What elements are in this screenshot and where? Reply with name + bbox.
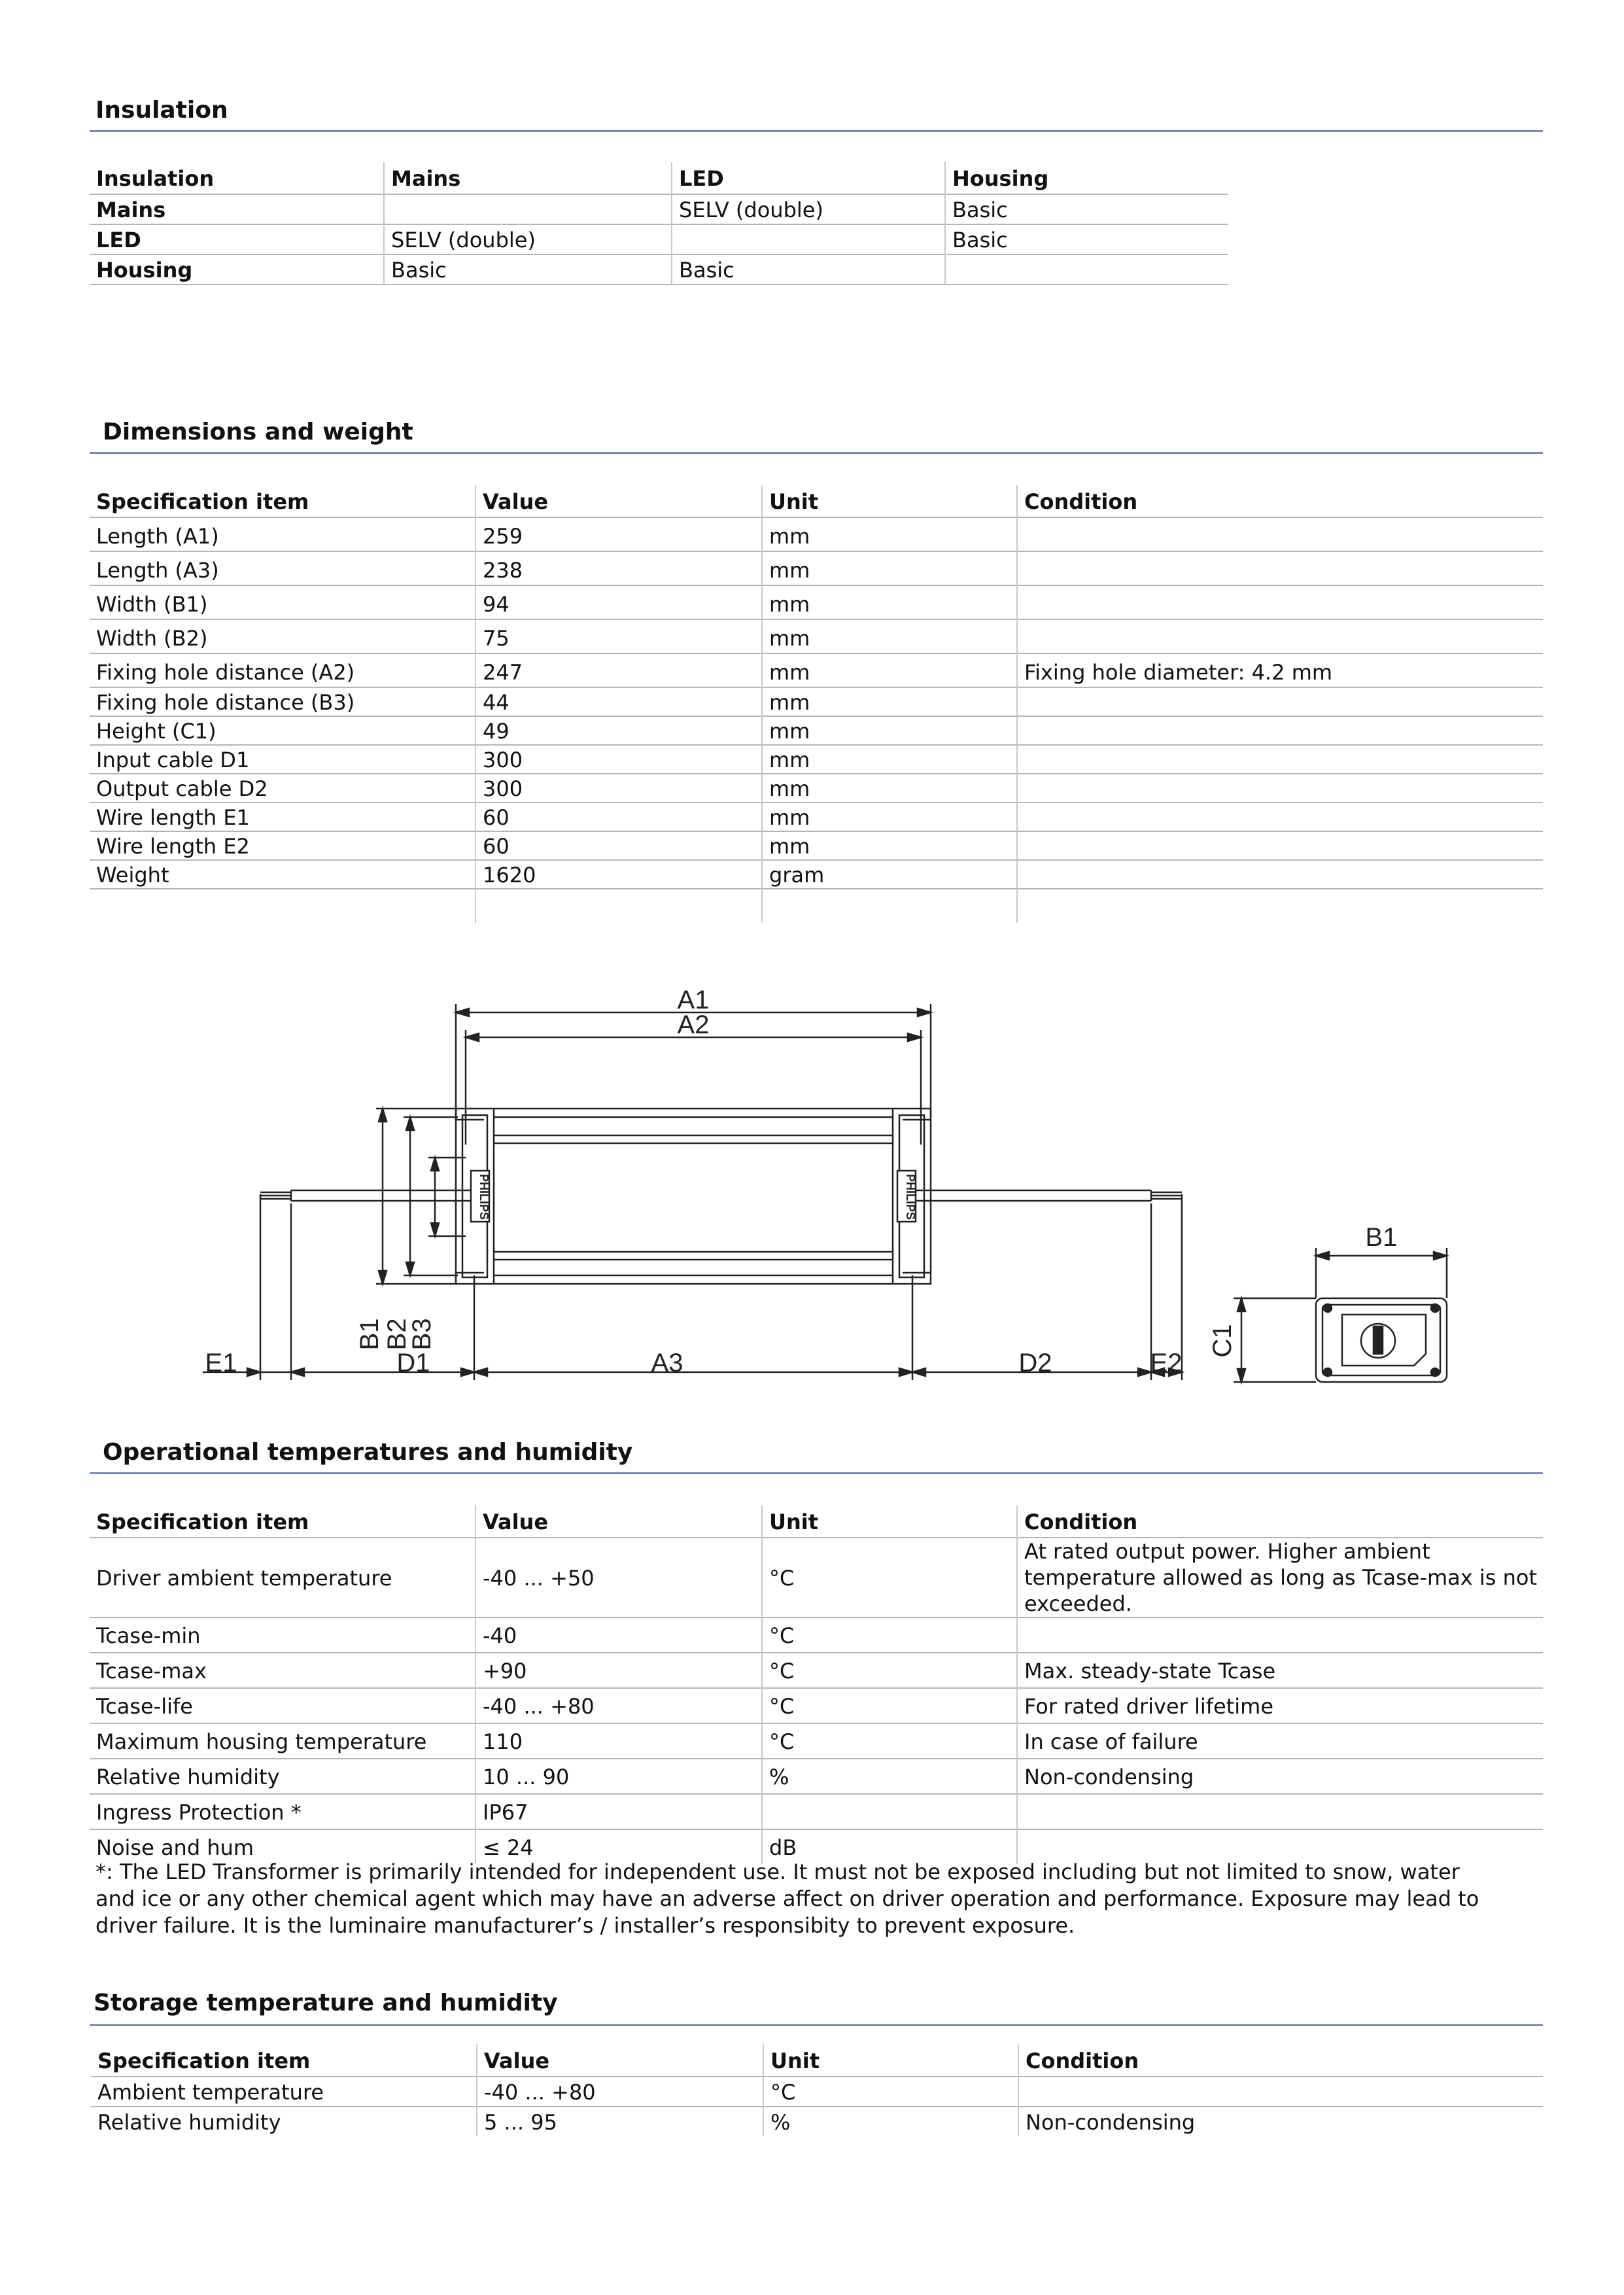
table-cell: mm (762, 716, 1017, 745)
header-cell: Condition (1017, 1506, 1543, 1538)
table-cell: mm (762, 774, 1017, 802)
table-cell: SELV (double) (672, 194, 945, 224)
table-cell: Fixing hole distance (A2) (96, 660, 355, 685)
table-row (90, 774, 1543, 802)
storage-rule (90, 2024, 1543, 2026)
table-row (90, 1653, 1543, 1688)
insulation-title: Insulation (95, 97, 228, 124)
table-cell: mm (762, 687, 1017, 716)
table-cell: Fixing hole distance (B3) (96, 690, 355, 715)
table-row (90, 1723, 1543, 1759)
table-cell: mm (762, 585, 1017, 619)
table-cell (1018, 2077, 1543, 2107)
table-cell: Wire length E2 (96, 834, 250, 859)
table-row (90, 194, 1228, 224)
table-header-row (90, 162, 1228, 194)
dimension-drawing (0, 968, 1624, 1413)
table-cell (1017, 831, 1543, 860)
header-cell: Value (477, 2045, 763, 2077)
table-cell: Driver ambient temperature (96, 1566, 392, 1591)
table-row (90, 1617, 1543, 1653)
label-a1: A1 (677, 986, 710, 1014)
table-row (90, 517, 1543, 551)
table-cell (945, 254, 1228, 285)
table-cell: -40 (475, 1617, 762, 1653)
table-cell (1017, 551, 1543, 585)
table-cell: % (762, 1759, 1017, 1794)
table-cell: Tcase-min (96, 1623, 201, 1648)
table-header-row (91, 2045, 1543, 2077)
table-cell (1017, 1617, 1543, 1653)
operational-table (90, 1506, 1543, 1864)
table-cell (384, 194, 672, 224)
table-cell (1017, 517, 1543, 551)
label-e1: E1 (205, 1349, 237, 1377)
table-row (91, 2077, 1543, 2107)
table-cell: 300 (475, 774, 762, 802)
table-cell: mm (762, 517, 1017, 551)
label-a2: A2 (677, 1010, 710, 1039)
brand-logo-left: PHILIPS (477, 1173, 491, 1220)
table-cell: Length (A3) (96, 558, 219, 583)
table-row (90, 254, 1228, 285)
operational-title: Operational temperatures and humidity (103, 1439, 633, 1466)
table-cell: Wire length E1 (96, 805, 250, 830)
header-cell: Condition (1017, 485, 1543, 517)
table-cell: Relative humidity (96, 1765, 280, 1789)
table-cell: 5 ... 95 (477, 2107, 763, 2136)
table-row (90, 802, 1543, 831)
table-cell: Tcase-max (96, 1659, 207, 1683)
table-cell: Ambient temperature (97, 2080, 324, 2105)
table-cell: gram (762, 860, 1017, 889)
header-cell: Insulation (96, 166, 215, 191)
table-cell (1017, 619, 1543, 653)
label-b2: B2 (383, 1318, 411, 1351)
table-cell (1017, 585, 1543, 619)
table-row (90, 860, 1543, 889)
table-cell: 10 ... 90 (475, 1759, 762, 1794)
table-cell: mm (762, 831, 1017, 860)
table-cell: 259 (475, 517, 762, 551)
table-cell (1017, 745, 1543, 774)
label-d2: D2 (1018, 1349, 1052, 1377)
label-a3: A3 (651, 1349, 683, 1377)
label-c1: C1 (1208, 1324, 1237, 1358)
table-cell: 1620 (475, 860, 762, 889)
table-row (90, 585, 1543, 619)
table-cell: °C (762, 1653, 1017, 1688)
table-cell: 94 (475, 585, 762, 619)
table-cell: °C (762, 1723, 1017, 1759)
table-cell: mm (762, 745, 1017, 774)
brand-logo-right: PHILIPS (904, 1173, 917, 1220)
table-cell: °C (762, 1688, 1017, 1723)
operational-footnote: *: The LED Transformer is primarily intended for independent use. It must not be exposed including but not limited to snow, water and ice or any other chemical agent which may have an adverse affect on driver operation and performance. Exposure may lead to driver failure. It is the luminaire manufacturer’s / installer’s responsibity to prevent exposure. (95, 1859, 1479, 1938)
table-cell: 60 (475, 802, 762, 831)
header-cell: Specification item (97, 2048, 311, 2073)
table-cell: 75 (475, 619, 762, 653)
header-cell: Specification item (96, 1510, 309, 1534)
table-cell: 60 (475, 831, 762, 860)
table-cell: Non-condensing (1018, 2107, 1543, 2136)
label-b1: B1 (355, 1318, 384, 1351)
header-cell: LED (672, 162, 945, 194)
table-cell: Basic (945, 224, 1228, 254)
table-row (90, 619, 1543, 653)
table-cell: Basic (384, 254, 672, 285)
table-cell: +90 (475, 1653, 762, 1688)
table-cell: °C (762, 1538, 1017, 1617)
table-header-row (90, 485, 1543, 517)
header-cell: Unit (763, 2045, 1018, 2077)
table-cell: Output cable D2 (96, 776, 268, 801)
table-cell: Non-condensing (1017, 1759, 1543, 1794)
row-head: LED (96, 228, 141, 252)
table-row-empty (90, 889, 1543, 923)
header-cell: Condition (1018, 2045, 1543, 2077)
table-cell: % (763, 2107, 1018, 2136)
table-cell: 44 (475, 687, 762, 716)
header-cell: Specification item (96, 489, 309, 514)
table-cell: mm (762, 619, 1017, 653)
table-row (90, 653, 1543, 687)
table-cell: Width (B1) (96, 592, 208, 617)
table-cell (1017, 687, 1543, 716)
table-cell: mm (762, 551, 1017, 585)
header-cell: Unit (762, 485, 1017, 517)
table-cell: In case of failure (1017, 1723, 1543, 1759)
table-cell: 300 (475, 745, 762, 774)
label-side-b1: B1 (1365, 1223, 1398, 1252)
label-d1: D1 (396, 1349, 430, 1377)
table-row (90, 1794, 1543, 1829)
table-cell (1017, 860, 1543, 889)
table-cell: 238 (475, 551, 762, 585)
table-cell: dB (762, 1829, 1017, 1864)
table-cell: For rated driver lifetime (1017, 1688, 1543, 1723)
table-cell: °C (762, 1617, 1017, 1653)
header-cell: Value (475, 1506, 762, 1538)
table-row (90, 1759, 1543, 1794)
row-head: Mains (96, 198, 166, 222)
table-cell: mm (762, 653, 1017, 687)
table-cell: Width (B2) (96, 626, 208, 651)
table-cell: °C (763, 2077, 1018, 2107)
table-cell: Height (C1) (96, 719, 216, 744)
table-row (90, 1538, 1543, 1617)
table-cell: 247 (475, 653, 762, 687)
table-cell: -40 ... +80 (475, 1688, 762, 1723)
table-cell: Length (A1) (96, 524, 219, 549)
table-row (90, 687, 1543, 716)
table-cell: 49 (475, 716, 762, 745)
table-cell: SELV (double) (384, 224, 672, 254)
storage-title: Storage temperature and humidity (94, 1990, 558, 2016)
table-cell (762, 1794, 1017, 1829)
table-cell: Input cable D1 (96, 748, 250, 772)
table-cell: Max. steady-state Tcase (1017, 1653, 1543, 1688)
table-row (91, 2107, 1543, 2136)
insulation-table (90, 162, 1228, 285)
table-row (90, 224, 1228, 254)
insulation-rule (90, 130, 1543, 132)
table-cell: Weight (96, 863, 169, 888)
table-cell: -40 ... +50 (475, 1538, 762, 1617)
table-cell (1017, 802, 1543, 831)
table-row (90, 1688, 1543, 1723)
table-row (90, 716, 1543, 745)
operational-rule (90, 1472, 1543, 1474)
table-cell: 110 (475, 1723, 762, 1759)
table-cell: At rated output power. Higher ambient temperature allowed as long as Tcase-max is not exceeded. (1017, 1538, 1543, 1617)
label-b3: B3 (407, 1318, 436, 1351)
header-cell: Housing (945, 162, 1228, 194)
table-cell: Basic (672, 254, 945, 285)
label-e2: E2 (1150, 1349, 1183, 1377)
table-cell: -40 ... +80 (477, 2077, 763, 2107)
table-row (90, 831, 1543, 860)
table-row (90, 745, 1543, 774)
table-cell: Ingress Protection * (96, 1800, 302, 1825)
table-cell (672, 224, 945, 254)
table-cell: Basic (945, 194, 1228, 224)
table-cell: mm (762, 802, 1017, 831)
table-row (90, 551, 1543, 585)
table-cell: Noise and hum (96, 1835, 254, 1860)
dimensions-rule (90, 452, 1543, 454)
storage-table (91, 2045, 1543, 2136)
table-cell: Fixing hole diameter: 4.2 mm (1017, 653, 1543, 687)
table-cell (1017, 774, 1543, 802)
table-cell: Maximum housing temperature (96, 1729, 427, 1754)
table-cell (1017, 716, 1543, 745)
table-cell: IP67 (475, 1794, 762, 1829)
table-cell: Relative humidity (97, 2110, 281, 2135)
row-head: Housing (96, 258, 193, 283)
table-cell: ≤ 24 (475, 1829, 762, 1864)
header-cell: Value (475, 485, 762, 517)
table-header-row (90, 1506, 1543, 1538)
table-cell: Tcase-life (96, 1694, 193, 1719)
dimensions-table (90, 485, 1543, 923)
dimensions-title: Dimensions and weight (103, 419, 413, 445)
header-cell: Unit (762, 1506, 1017, 1538)
header-cell: Mains (384, 162, 672, 194)
table-cell (1017, 1794, 1543, 1829)
